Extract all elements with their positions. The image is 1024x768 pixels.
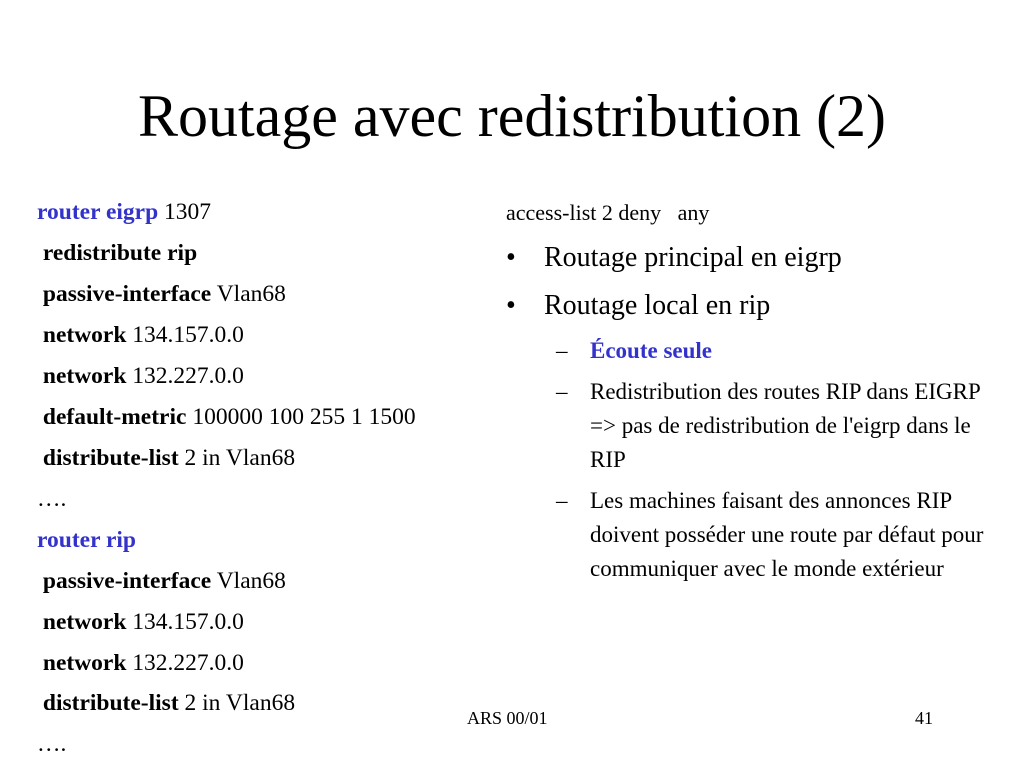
- code-line-8: ….: [37, 486, 67, 512]
- code-keyword: network: [37, 609, 127, 635]
- dash-icon: –: [556, 338, 568, 363]
- slide-title: Routage avec redistribution (2): [137, 83, 887, 149]
- code-keyword: default-metric: [37, 404, 187, 430]
- bullet-icon: •: [506, 290, 516, 321]
- code-keyword: distribute-list: [37, 690, 179, 716]
- bullet-item: [506, 289, 770, 323]
- code-value: 100000 100 255 1 1500: [186, 404, 416, 430]
- code-keyword: distribute-list: [37, 445, 179, 471]
- code-value: 134.157.0.0: [126, 322, 244, 348]
- code-keyword: network: [37, 363, 127, 389]
- sub-bullet-item: [556, 334, 996, 368]
- bullet-icon: •: [506, 242, 516, 273]
- code-keyword: passive-interface: [37, 281, 212, 307]
- code-value: 2 in Vlan68: [178, 690, 296, 716]
- sub-bullet-text: Les machines faisant des annonces RIP doivent posséder une route par défaut pour communiquer avec le monde extérieur: [590, 488, 984, 581]
- code-keyword: network: [37, 322, 127, 348]
- sub-bullet-text: Redistribution des routes RIP dans EIGRP => pas de redistribution de l'eigrp dans le RIP: [590, 379, 980, 472]
- code-line-11: [37, 608, 244, 636]
- code-line-4: [37, 321, 244, 349]
- code-value: 134.157.0.0: [126, 609, 244, 635]
- sub-bullet-text: Écoute seule: [590, 338, 713, 363]
- bullet-item: [506, 241, 842, 275]
- code-line-2: [37, 239, 197, 267]
- code-line-3: [37, 280, 286, 308]
- code-line-6: [37, 403, 416, 431]
- code-line-7: [37, 444, 295, 472]
- code-line-10: [37, 567, 286, 595]
- code-keyword: redistribute rip: [37, 240, 198, 266]
- bullet-text: Routage principal en eigrp: [544, 242, 842, 273]
- sub-bullet-item: [556, 375, 996, 477]
- code-value: 1307: [158, 199, 212, 225]
- sub-bullet-item: [556, 484, 996, 586]
- code-keyword: network: [37, 650, 127, 676]
- code-value: 2 in Vlan68: [178, 445, 296, 471]
- code-line-9: [37, 526, 136, 554]
- code-value: Vlan68: [211, 568, 286, 594]
- code-line-1: [37, 198, 211, 226]
- page-number: 41: [915, 708, 933, 728]
- code-line-13: [37, 689, 295, 717]
- code-value: 132.227.0.0: [126, 363, 244, 389]
- code-keyword: router rip: [37, 527, 136, 553]
- code-keyword: passive-interface: [37, 568, 212, 594]
- code-line-5: [37, 362, 244, 390]
- dash-icon: –: [556, 379, 568, 404]
- access-list-line: access-list 2 deny any: [506, 200, 710, 225]
- code-line-14: ….: [37, 731, 67, 757]
- code-value: Vlan68: [211, 281, 286, 307]
- code-value: 132.227.0.0: [126, 650, 244, 676]
- code-keyword: router eigrp: [37, 199, 159, 225]
- code-line-12: [37, 649, 244, 677]
- dash-icon: –: [556, 488, 568, 513]
- footer-label: ARS 00/01: [467, 708, 548, 728]
- bullet-text: Routage local en rip: [544, 290, 771, 321]
